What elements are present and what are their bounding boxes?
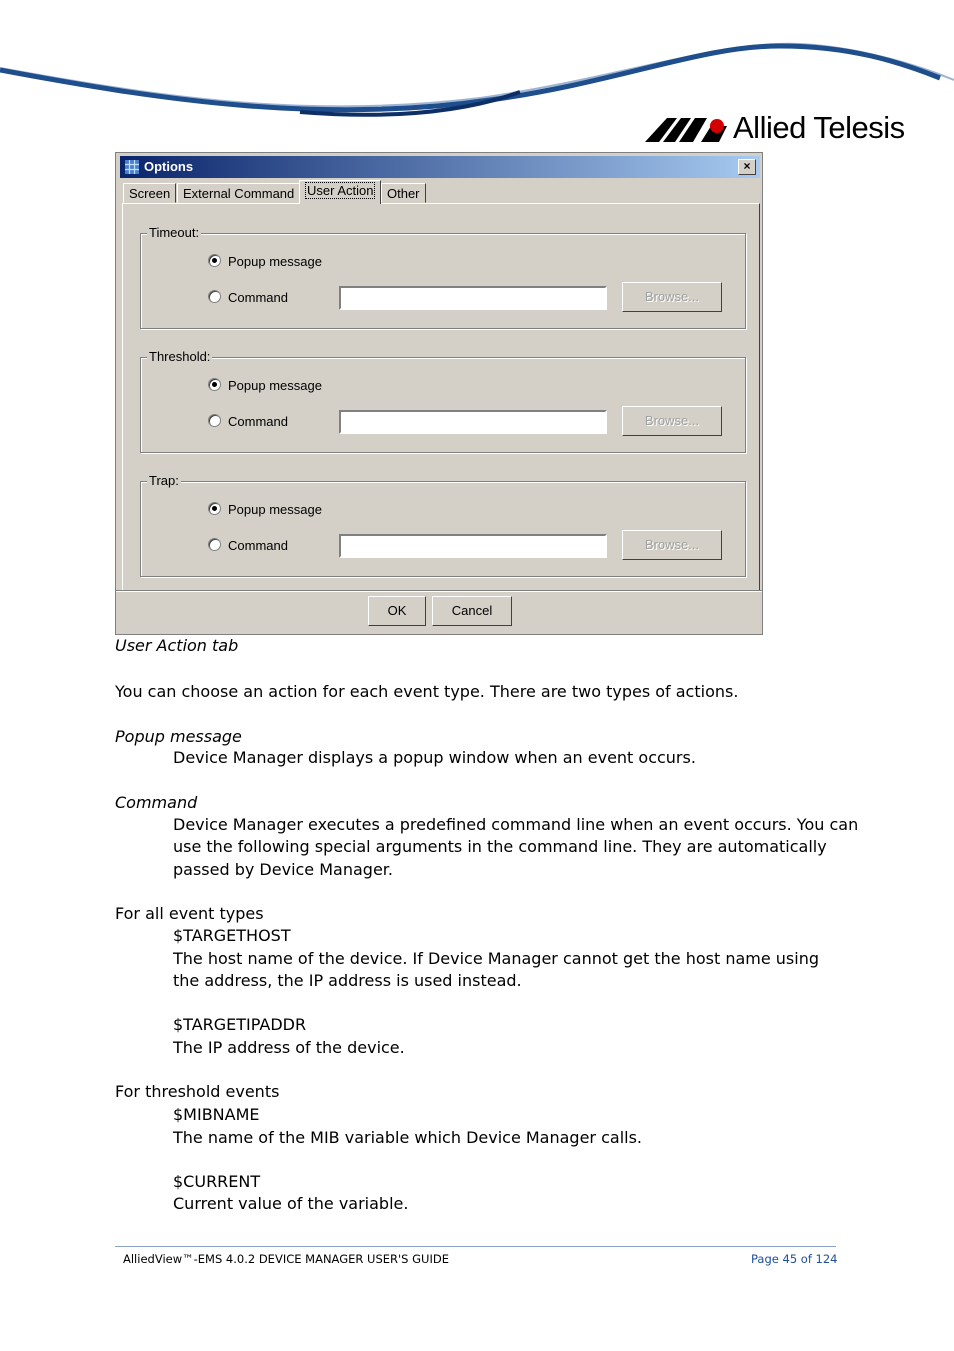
timeout-browse-button[interactable]: Browse... [622, 282, 722, 312]
tab-screen[interactable]: Screen [123, 183, 176, 203]
current-name: $CURRENT [173, 1172, 261, 1191]
timeout-popup-label: Popup message [228, 254, 322, 269]
allied-telesis-logo [645, 110, 905, 146]
timeout-group [140, 225, 746, 329]
figure-caption: User Action tab [115, 636, 239, 655]
targethost-name: $TARGETHOST [173, 926, 291, 945]
tab-user-action-label: User Action [307, 183, 374, 198]
options-dialog [115, 152, 763, 635]
timeout-command-label: Command [228, 290, 288, 305]
trap-browse-button[interactable]: Browse... [622, 530, 722, 560]
trap-group [140, 473, 746, 577]
timeout-group-label: Timeout: [149, 225, 200, 240]
threshold-group [140, 349, 746, 453]
dialog-footer-divider [116, 590, 762, 592]
radio-selected-icon [208, 502, 221, 515]
footer-guide-title: AlliedView™-EMS 4.0.2 DEVICE MANAGER USER'S GUIDE [123, 1252, 449, 1266]
targetipaddr-name: $TARGETIPADDR [173, 1015, 307, 1034]
command-description-line-3: passed by Device Manager. [173, 860, 393, 879]
tab-other[interactable]: Other [381, 183, 426, 203]
threshold-popup-label: Popup message [228, 378, 322, 393]
timeout-popup-radio[interactable] [208, 254, 322, 270]
timeout-command-input[interactable] [339, 286, 607, 310]
ok-button[interactable]: OK [368, 596, 426, 626]
radio-selected-icon [208, 254, 221, 267]
targethost-description-line-1: The host name of the device. If Device Manager cannot get the host name using [173, 949, 820, 968]
close-icon: × [743, 159, 751, 173]
trap-command-label: Command [228, 538, 288, 553]
allied-telesis-mark-icon [645, 114, 729, 146]
all-events-heading: For all event types [115, 904, 264, 923]
footer-page-number: Page 45 of 124 [751, 1252, 838, 1266]
intro-paragraph: You can choose an action for each event type. There are two types of actions. [115, 682, 739, 701]
radio-unselected-icon [208, 414, 221, 427]
radio-unselected-icon [208, 538, 221, 551]
trap-popup-radio[interactable] [208, 502, 322, 518]
threshold-command-radio[interactable] [208, 414, 288, 430]
current-description: Current value of the variable. [173, 1194, 409, 1213]
mibname-name: $MIBNAME [173, 1105, 260, 1124]
dialog-title: Options [144, 159, 194, 174]
options-grid-icon [124, 159, 140, 175]
user-action-panel [122, 203, 760, 591]
tab-user-action[interactable] [299, 180, 381, 204]
popup-term: Popup message [115, 727, 242, 746]
trap-command-radio[interactable] [208, 538, 288, 554]
threshold-browse-button[interactable]: Browse... [622, 406, 722, 436]
targethost-description-line-2: the address, the IP address is used instead. [173, 971, 522, 990]
trap-popup-label: Popup message [228, 502, 322, 517]
logo-text: Allied Telesis [733, 110, 905, 145]
trap-group-label: Trap: [149, 473, 179, 488]
threshold-command-input[interactable] [339, 410, 607, 434]
popup-description: Device Manager displays a popup window when an event occurs. [173, 748, 696, 767]
timeout-command-radio[interactable] [208, 290, 288, 306]
radio-unselected-icon [208, 290, 221, 303]
cancel-button[interactable]: Cancel [432, 596, 512, 626]
mibname-description: The name of the MIB variable which Device Manager calls. [173, 1128, 643, 1147]
footer-divider [115, 1246, 836, 1247]
command-term: Command [115, 793, 198, 812]
threshold-command-label: Command [228, 414, 288, 429]
command-description-line-1: Device Manager executes a predefined command line when an event occurs. You can [173, 815, 859, 834]
tab-external-command[interactable]: External Command [177, 183, 300, 203]
threshold-group-label: Threshold: [149, 349, 211, 364]
threshold-popup-radio[interactable] [208, 378, 322, 394]
close-button[interactable] [738, 159, 756, 175]
dialog-titlebar[interactable] [120, 156, 760, 178]
radio-selected-icon [208, 378, 221, 391]
command-description-line-2: use the following special arguments in the command line. They are automatically [173, 837, 827, 856]
targetipaddr-description: The IP address of the device. [173, 1038, 405, 1057]
trap-command-input[interactable] [339, 534, 607, 558]
threshold-events-heading: For threshold events [115, 1082, 280, 1101]
